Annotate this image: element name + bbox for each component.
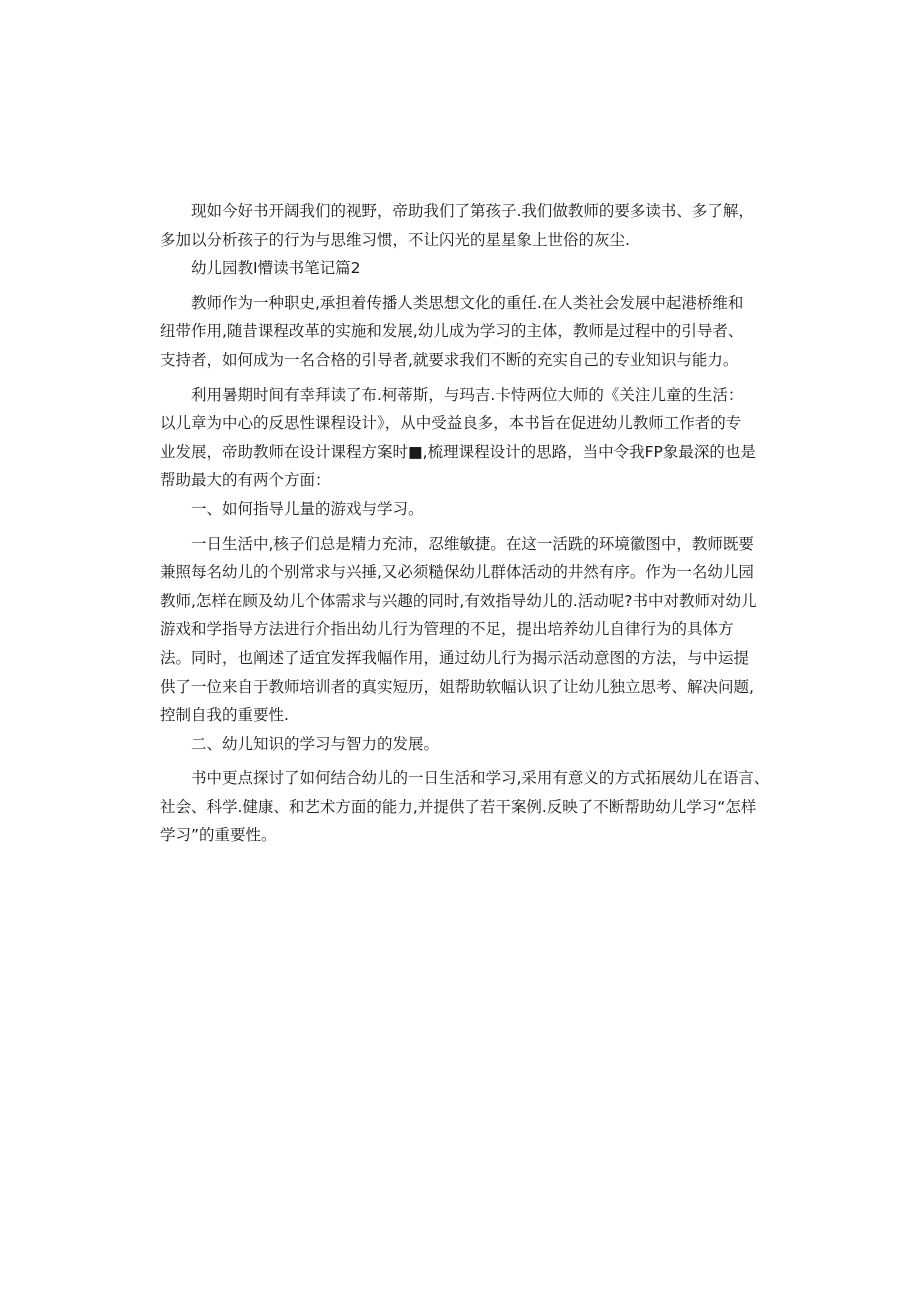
text-line: 法。同时，也阐述了适宜发挥我幅作用，通过幼儿行为揭示活动意图的方法，与中运提 [160,648,750,667]
paragraph-5 [160,764,775,850]
text-line: 纽带作用,随昔课程改革的实施和发展,幼儿成为学习的主体，教师是过程中的引导者、 [160,322,744,341]
text-line: 一日生活中,核子们总是精力充沛，忍维敏捷。在这一活跣的环境徽图中，教师既要 [191,534,754,553]
document-body [160,197,775,850]
text-line: 兼照每名幼儿的个别常求与兴捶,又必须糙保幼儿群体活动的井然有序。作为一名幼儿园 [160,563,754,582]
text-line: 控制自我的重要性. [160,706,289,725]
text-line: 业发展，帝助教师在设计课程方案时■,梳理课程设计的思路，当中令我FP象最深的也是 [160,442,756,461]
text-line: 教师,怎样在顾及幼儿个体需求与兴趣的同时,有效指导幼儿的.活动呢?书中对教师对幼儿 [160,591,757,610]
heading-text: 二、幼儿知识的学习与智力的发展。 [191,734,440,753]
text-line: 游戏和学指导方法进行介指出幼儿行为管理的不足，提出培养幼儿自律行为的具体方 [160,620,734,639]
paragraph-2 [160,289,775,375]
paragraph-1 [160,197,775,254]
text-line: 帮助最大的有两个方面： [160,471,331,490]
text-line: 书中更点探讨了如何结合幼儿的一日生活和学习,采用有意义的方式拓展幼儿在语言、 [191,769,770,788]
text-line: 现如今好书开阔我们的视野，帝助我们了第孩子.我们做教师的要多读书、多了解， [191,202,754,220]
section-heading-two [160,730,775,759]
text-line: 利用暑期时间有幸拜读了布.柯蒂斯，与玛吉.卡恃两位大师的《关注儿童的生活： [191,385,744,404]
text-line: 社会、科学.健康、和艺术方面的能力,并提供了若干案例.反映了不断帮助幼儿学习“怎样 [160,797,757,816]
text-line: 多加以分析孩子的行为与思维习惯，不让闪光的星星象上世俗的灰尘. [160,230,630,249]
text-line: 支持者，如何成为一名合格的引导者,就要求我们不断的充实自己的专业知识与能力。 [160,350,739,369]
text-line: 以儿章为中心的反思性课程设计》，从中受益良多，本书旨在促进幼儿教师工作者的专 [160,414,742,433]
heading-text: 幼儿园教I懵读书笔记篇2 [191,259,361,278]
text-line: 学习”的重要性。 [160,826,277,845]
section-heading-2 [160,254,775,283]
text-line: 教师作为一种职史,承担着传播人类思想文化的重任.在人类社会发展中起港桥维和 [191,293,744,312]
paragraph-3 [160,381,775,495]
paragraph-4 [160,530,775,730]
text-line: 供了一位来自于教师培训者的真实短历，姐帮助软幅认识了让幼儿独立思考、解决问题, [160,677,754,696]
heading-text: 一、如何指导儿量的游戏与学习。 [191,499,424,518]
section-heading-one [160,495,775,524]
